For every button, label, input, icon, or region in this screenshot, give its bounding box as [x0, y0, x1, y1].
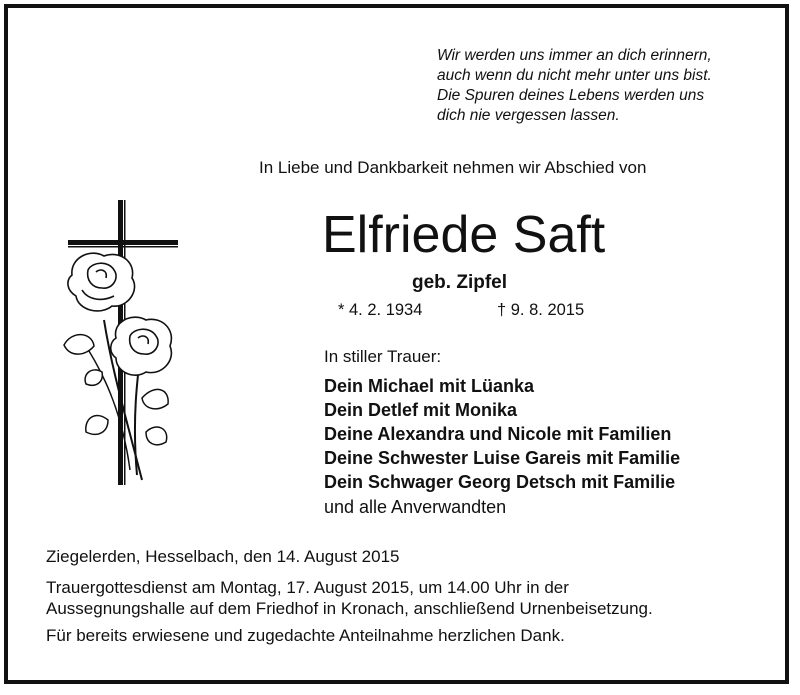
mourner-line: Dein Detlef mit Monika	[324, 400, 518, 420]
mourners-list	[324, 374, 680, 494]
poem	[437, 46, 767, 126]
poem-line: Die Spuren deines Lebens werden uns	[437, 87, 705, 104]
poem-line: Wir werden uns immer an dich erinnern,	[437, 47, 712, 64]
mourner-line: Deine Alexandra und Nicole mit Familien	[324, 424, 672, 444]
maiden-name: geb. Zipfel	[412, 272, 507, 293]
relatives-text: und alle Anverwandten	[324, 497, 507, 517]
thanks-text: Für bereits erwiesene und zugedachte Anteilnahme herzlichen Dank.	[46, 626, 565, 645]
deceased-name: Elfriede Saft	[322, 206, 606, 264]
service-line: Trauergottesdienst am Montag, 17. August 2015, um 14.00 Uhr in der	[46, 578, 569, 597]
poem-line: dich nie vergessen lassen.	[437, 107, 620, 124]
poem-line: auch wenn du nicht mehr unter uns bist.	[437, 67, 712, 84]
cross-with-roses-icon	[42, 170, 182, 490]
intro-text: In Liebe und Dankbarkeit nehmen wir Abschied von	[259, 158, 647, 177]
death-date: † 9. 8. 2015	[497, 301, 585, 319]
mourner-line: Dein Michael mit Lüanka	[324, 376, 535, 396]
mourner-line: Deine Schwester Luise Gareis mit Familie	[324, 448, 681, 468]
service-line: Aussegnungshalle auf dem Friedhof in Kronach, anschließend Urnenbeisetzung.	[46, 599, 653, 618]
mourning-heading: In stiller Trauer:	[324, 347, 442, 366]
place-date: Ziegelerden, Hesselbach, den 14. August 2015	[46, 547, 400, 566]
mourner-line: Dein Schwager Georg Detsch mit Familie	[324, 472, 676, 492]
service-info	[46, 577, 653, 619]
birth-date: * 4. 2. 1934	[338, 301, 423, 319]
